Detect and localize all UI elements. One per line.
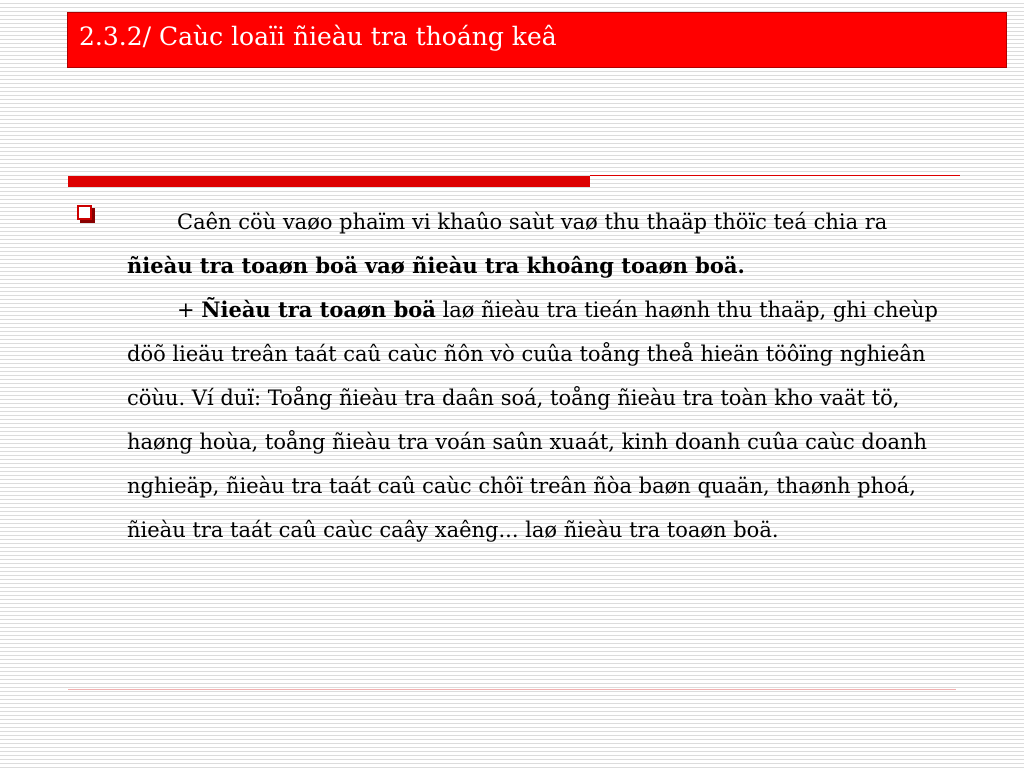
slide-content <box>127 200 952 552</box>
title-bar <box>67 12 1007 68</box>
section-divider-thin <box>590 175 960 176</box>
paragraph-definition <box>127 288 952 552</box>
footer-rule <box>68 689 956 690</box>
intro-text: Caên cöù vaøo phaïm vi khaûo saùt vaø thu thaäp thöïc teá chia ra <box>177 210 888 234</box>
definition-prefix: + <box>177 298 202 322</box>
section-divider-thick <box>68 176 590 187</box>
paragraph-intro <box>127 200 952 288</box>
checkbox-bullet-icon <box>77 205 92 220</box>
definition-text: laø ñieàu tra tieán haønh thu thaäp, ghi cheùp döõ lieäu treân taát caû caùc ñôn vò cuûa toång theå hieän töôïng nghieân cöùu. Ví duï: Toång ñieàu tra daân soá, toång ñieàu tra toàn kho vaät tö, haøng hoùa, toång ñieàu tra voán saûn xuaát, kinh doanh cuûa caùc doanh nghieäp, ñieàu tra taát caû caùc chôï treân ñòa baøn quaän, thaønh phoá, ñieàu tra taát caû caùc caây xaêng... laø ñieàu tra toaøn boä. <box>127 298 938 542</box>
definition-term: Ñieàu tra toaøn boä <box>201 297 436 322</box>
slide-title: 2.3.2/ Caùc loaïi ñieàu tra thoáng keâ <box>79 22 557 51</box>
intro-bold-text: ñieàu tra toaøn boä vaø ñieàu tra khoâng toaøn boä. <box>127 253 745 278</box>
